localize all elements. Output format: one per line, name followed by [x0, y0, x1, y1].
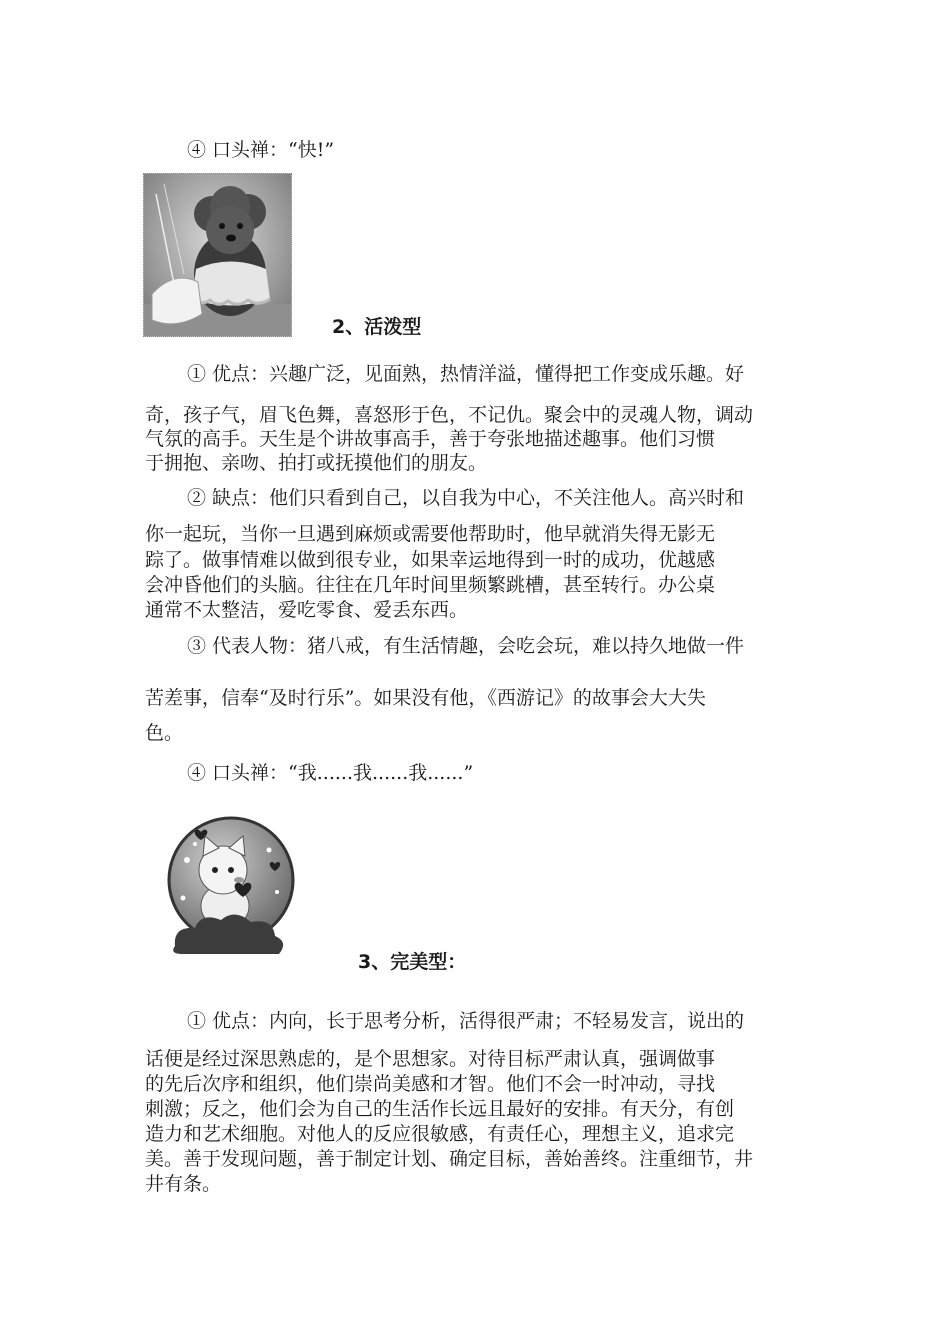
s2-representative-line-2: 苦差事，信奉“及时行乐”。如果没有他，《西游记》的故事会大大失 [145, 687, 706, 709]
s2-weaknesses-line-4: 会冲昏他们的头脑。往往在几年时间里频繁跳槽，甚至转行。办公桌 [145, 574, 716, 596]
s2-representative-line-3: 色。 [145, 722, 184, 744]
s2-strengths-line-3: 气氛的高手。天生是个讲故事高手，善于夸张地描述趣事。他们习惯 [145, 428, 716, 450]
poodle-dog-photo [143, 173, 292, 337]
cartoon-cat-globe-image [165, 814, 298, 962]
s2-weaknesses-line-5: 通常不太整洁，爱吃零食、爱丢东西。 [145, 599, 469, 621]
s3-strengths-line-3: 的先后次序和组织，他们崇尚美感和才智。他们不会一时冲动，寻找 [145, 1073, 716, 1095]
s3-strengths-line-1: ① 优点：内向，长于思考分析，活得很严肃；不轻易发言，说出的 [187, 1010, 745, 1032]
s3-strengths-line-2: 话便是经过深思熟虑的，是个思想家。对待目标严肃认真，强调做事 [145, 1048, 716, 1070]
s3-strengths-line-7: 井有条。 [145, 1173, 222, 1195]
section2-heading: 2、活泼型 [332, 316, 422, 338]
s2-strengths-line-1: ① 优点：兴趣广泛，见面熟，热情洋溢，懂得把工作变成乐趣。好 [187, 363, 745, 385]
catchphrase-2: ④ 口头禅：“我......我......我......” [187, 762, 474, 784]
s2-weaknesses-line-1: ② 缺点：他们只看到自己，以自我为中心，不关注他人。高兴时和 [187, 487, 745, 509]
s2-strengths-line-2: 奇，孩子气，眉飞色舞，喜怒形于色，不记仇。聚会中的灵魂人物，调动 [145, 404, 754, 426]
s2-strengths-line-4: 于拥抱、亲吻、拍打或抚摸他们的朋友。 [145, 452, 488, 474]
s2-representative-line-1: ③ 代表人物：猪八戒，有生活情趣，会吃会玩，难以持久地做一件 [187, 635, 745, 657]
s2-weaknesses-line-3: 踪了。做事情难以做到很专业，如果幸运地得到一时的成功，优越感 [145, 549, 716, 571]
s2-weaknesses-line-2: 你一起玩，当你一旦遇到麻烦或需要他帮助时，他早就消失得无影无 [145, 523, 716, 545]
catchphrase-1: ④ 口头禅：“快!” [187, 139, 335, 161]
section3-heading: 3、完美型： [358, 951, 467, 973]
s3-strengths-line-6: 美。善于发现问题，善于制定计划、确定目标，善始善终。注重细节，井 [145, 1148, 754, 1170]
s3-strengths-line-4: 刺激；反之，他们会为自己的生活作长远且最好的安排。有天分，有创 [145, 1098, 735, 1120]
s3-strengths-line-5: 造力和艺术细胞。对他人的反应很敏感，有责任心，理想主义，追求完 [145, 1123, 735, 1145]
